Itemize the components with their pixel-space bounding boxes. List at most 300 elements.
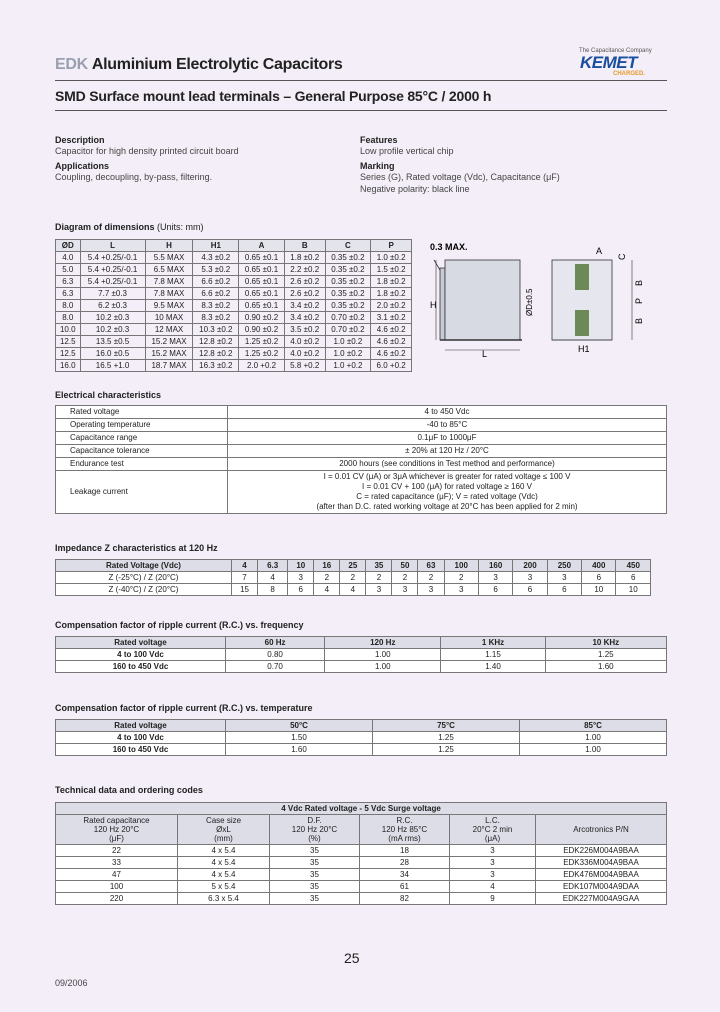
dim-header-cell: L — [80, 240, 145, 252]
diagram-label-l: L — [482, 349, 488, 358]
dim-cell: 4.0 — [56, 252, 81, 264]
rt-header: 85°C — [520, 720, 667, 732]
imp-row-label: Z (-40°C) / Z (20°C) — [56, 584, 232, 596]
dim-cell: 0.35 ±0.2 — [325, 276, 371, 288]
ec-value: ± 20% at 120 Hz / 20°C — [228, 445, 667, 458]
rf-row — [56, 649, 667, 661]
td-cell: EDK336M004A9BAA — [536, 857, 667, 869]
rf-header: 120 Hz — [325, 637, 441, 649]
marking-text-1: Series (G), Rated voltage (Vdc), Capacitance (μF) — [360, 172, 560, 182]
rt-cell: 1.25 — [373, 744, 520, 756]
dim-cell: 6.6 ±0.2 — [193, 276, 239, 288]
td-header-line: L.C. — [485, 816, 500, 825]
marking-heading: Marking — [360, 161, 395, 171]
imp-cell: 6 — [616, 572, 651, 584]
rf-header: 1 KHz — [441, 637, 545, 649]
rt-cell: 1.60 — [226, 744, 373, 756]
imp-header-label: Rated Voltage (Vdc) — [56, 560, 232, 572]
dim-cell: 6.0 +0.2 — [371, 360, 412, 372]
dim-cell: 1.0 ±0.2 — [325, 348, 371, 360]
footer-date: 09/2006 — [55, 978, 88, 988]
dim-cell: 0.65 ±0.1 — [239, 264, 285, 276]
imp-cell: 3 — [392, 584, 418, 596]
imp-cell: 2 — [444, 572, 478, 584]
imp-cell: 6 — [582, 572, 616, 584]
ec-value: -40 to 85°C — [228, 419, 667, 432]
td-header-line: (μA) — [484, 834, 501, 843]
td-header-line: Rated capacitance — [83, 816, 150, 825]
td-header-line: 120 Hz 20°C — [291, 825, 338, 834]
dim-row — [56, 324, 412, 336]
dim-cell: 2.0 +0.2 — [239, 360, 285, 372]
dim-cell: 10 MAX — [145, 312, 193, 324]
dim-cell: 5.5 MAX — [145, 252, 193, 264]
features-heading: Features — [360, 135, 398, 145]
dim-cell: 1.0 +0.2 — [325, 360, 371, 372]
dim-cell: 10.0 — [56, 324, 81, 336]
dim-cell: 1.5 ±0.2 — [371, 264, 412, 276]
dim-cell: 5.8 +0.2 — [284, 360, 325, 372]
rf-cell: 1.00 — [325, 649, 441, 661]
subtitle-rule — [55, 110, 667, 111]
imp-row-label: Z (-25°C) / Z (20°C) — [56, 572, 232, 584]
dim-cell: 4.6 ±0.2 — [371, 348, 412, 360]
dim-cell: 12.8 ±0.2 — [193, 336, 239, 348]
dim-cell: 12.5 — [56, 336, 81, 348]
rt-cell: 1.00 — [520, 744, 667, 756]
ec-row — [56, 419, 667, 432]
dim-cell: 8.3 ±0.2 — [193, 300, 239, 312]
imp-cell: 10 — [582, 584, 616, 596]
dim-cell: 18.7 MAX — [145, 360, 193, 372]
dim-cell: 3.4 ±0.2 — [284, 300, 325, 312]
td-header-cell — [56, 815, 178, 845]
td-header-line: (μF) — [109, 834, 124, 843]
dim-cell: 6.3 — [56, 288, 81, 300]
dim-header-cell: B — [284, 240, 325, 252]
dim-cell: 4.0 ±0.2 — [284, 336, 325, 348]
td-cell: 82 — [360, 893, 450, 905]
dim-cell: 4.6 ±0.2 — [371, 324, 412, 336]
imp-voltage: 10 — [288, 560, 314, 572]
rf-cell: 160 to 450 Vdc — [56, 661, 226, 673]
diagram-label-h: H — [430, 300, 437, 310]
td-header-cell — [450, 815, 536, 845]
rt-cell: 4 to 100 Vdc — [56, 732, 226, 744]
rf-cell: 1.40 — [441, 661, 545, 673]
applications-text: Coupling, decoupling, by-pass, filtering. — [55, 172, 213, 182]
dim-cell: 0.70 ±0.2 — [325, 324, 371, 336]
td-cell: 35 — [270, 881, 360, 893]
dim-cell: 15.2 MAX — [145, 336, 193, 348]
dim-row — [56, 264, 412, 276]
dim-cell: 3.1 ±0.2 — [371, 312, 412, 324]
td-cell: 33 — [56, 857, 178, 869]
td-cell: EDK107M004A9DAA — [536, 881, 667, 893]
dim-cell: 15.2 MAX — [145, 348, 193, 360]
title-text: Aluminium Electrolytic Capacitors — [91, 56, 343, 73]
imp-cell: 3 — [366, 584, 392, 596]
page-number: 25 — [344, 950, 360, 966]
td-header-line: R.C. — [396, 816, 413, 825]
td-header-cell — [536, 815, 667, 845]
diagram-label-b1: B — [634, 279, 644, 286]
imp-voltage: 16 — [314, 560, 340, 572]
imp-row — [56, 572, 651, 584]
dim-cell: 2.2 ±0.2 — [284, 264, 325, 276]
td-cell: 220 — [56, 893, 178, 905]
imp-voltage: 35 — [366, 560, 392, 572]
dim-cell: 4.0 ±0.2 — [284, 348, 325, 360]
td-header-line: (mA rms) — [388, 834, 421, 843]
imp-cell: 3 — [478, 572, 512, 584]
page-subtitle: SMD Surface mount lead terminals – General Purpose 85°C / 2000 h — [55, 88, 492, 104]
page-title — [55, 56, 343, 74]
ec-label: Operating temperature — [56, 419, 228, 432]
dim-cell: 0.65 ±0.1 — [239, 252, 285, 264]
technical-heading: Technical data and ordering codes — [55, 785, 203, 795]
td-cell: EDK476M004A9BAA — [536, 869, 667, 881]
td-cell: 35 — [270, 857, 360, 869]
dim-cell: 2.0 ±0.2 — [371, 300, 412, 312]
ec-leakage-value — [228, 471, 667, 514]
technical-band: 4 Vdc Rated voltage - 5 Vdc Surge voltage — [56, 803, 667, 815]
td-cell: 18 — [360, 845, 450, 857]
imp-voltage: 250 — [547, 560, 581, 572]
td-header-line: 20°C 2 min — [472, 825, 513, 834]
td-header-line: 120 Hz 20°C — [93, 825, 140, 834]
leakage-line: C = rated capacitance (μF); V = rated voltage (Vdc) — [356, 492, 538, 501]
dim-cell: 9.5 MAX — [145, 300, 193, 312]
dim-cell: 3.4 ±0.2 — [284, 312, 325, 324]
td-cell: 9 — [450, 893, 536, 905]
dim-cell: 0.70 ±0.2 — [325, 312, 371, 324]
imp-voltage: 63 — [418, 560, 444, 572]
dim-row — [56, 288, 412, 300]
td-header-line: Arcotronics P/N — [573, 825, 629, 834]
dim-cell: 0.90 ±0.2 — [239, 312, 285, 324]
rt-row — [56, 732, 667, 744]
dim-cell: 6.3 — [56, 276, 81, 288]
td-row — [56, 857, 667, 869]
td-cell: 47 — [56, 869, 178, 881]
td-header-cell — [360, 815, 450, 845]
td-header-cell — [270, 815, 360, 845]
dim-cell: 12.5 — [56, 348, 81, 360]
rf-cell: 1.00 — [325, 661, 441, 673]
rf-cell: 0.70 — [226, 661, 325, 673]
impedance-table — [55, 559, 651, 596]
imp-cell: 15 — [232, 584, 258, 596]
imp-cell: 7 — [232, 572, 258, 584]
dim-header-cell: H1 — [193, 240, 239, 252]
applications-heading: Applications — [55, 161, 110, 171]
leakage-line: I = 0.01 CV (μA) or 3μA whichever is greater for rated voltage ≤ 100 V — [323, 472, 571, 481]
dim-cell: 12 MAX — [145, 324, 193, 336]
td-cell: 5 x 5.4 — [178, 881, 270, 893]
diagram-label-p: P — [634, 297, 644, 304]
dim-cell: 1.0 ±0.2 — [371, 252, 412, 264]
dim-cell: 7.8 MAX — [145, 288, 193, 300]
dim-row — [56, 336, 412, 348]
description-heading: Description — [55, 135, 105, 145]
dim-cell: 7.7 ±0.3 — [80, 288, 145, 300]
td-cell: 35 — [270, 869, 360, 881]
dim-cell: 8.0 — [56, 312, 81, 324]
dimensions-table — [55, 239, 412, 372]
imp-cell: 3 — [288, 572, 314, 584]
imp-voltage: 25 — [340, 560, 366, 572]
ec-leakage-label: Leakage current — [56, 471, 228, 514]
td-header-cell — [178, 815, 270, 845]
td-cell: 100 — [56, 881, 178, 893]
dim-cell: 3.5 ±0.2 — [284, 324, 325, 336]
dim-header-cell: A — [239, 240, 285, 252]
rf-header: Rated voltage — [56, 637, 226, 649]
marking-text-2: Negative polarity: black line — [360, 184, 470, 194]
td-cell: 4 x 5.4 — [178, 869, 270, 881]
rt-row — [56, 744, 667, 756]
header-rule — [55, 80, 667, 81]
ec-value: 2000 hours (see conditions in Test method and performance) — [228, 458, 667, 471]
td-cell: 35 — [270, 893, 360, 905]
dim-cell: 8.0 — [56, 300, 81, 312]
ec-row — [56, 432, 667, 445]
imp-cell: 2 — [314, 572, 340, 584]
logo-tagline: The Capacitance Company — [579, 48, 652, 54]
td-cell: 3 — [450, 869, 536, 881]
imp-cell: 6 — [513, 584, 547, 596]
td-cell: 6.3 x 5.4 — [178, 893, 270, 905]
dim-cell: 5.4 +0.25/-0.1 — [80, 252, 145, 264]
rt-cell: 160 to 450 Vdc — [56, 744, 226, 756]
dimensions-title: Diagram of dimensions — [55, 222, 155, 232]
dim-cell: 5.3 ±0.2 — [193, 264, 239, 276]
dim-cell: 12.8 ±0.2 — [193, 348, 239, 360]
dim-cell: 1.8 ±0.2 — [371, 276, 412, 288]
dim-header-cell: C — [325, 240, 371, 252]
diagram-label-diameter: ØD±0.5 — [525, 288, 534, 316]
ripple-freq-heading: Compensation factor of ripple current (R.C.) vs. frequency — [55, 620, 304, 630]
dim-cell: 4.6 ±0.2 — [371, 336, 412, 348]
diagram-label-b2: B — [634, 317, 644, 324]
dim-cell: 5.4 +0.25/-0.1 — [80, 276, 145, 288]
td-cell: 34 — [360, 869, 450, 881]
series-code: EDK — [55, 56, 88, 73]
td-cell: 61 — [360, 881, 450, 893]
dim-cell: 6.2 ±0.3 — [80, 300, 145, 312]
ec-label: Capacitance range — [56, 432, 228, 445]
electrical-table — [55, 405, 667, 514]
ec-value: 4 to 450 Vdc — [228, 406, 667, 419]
dim-cell: 0.65 ±0.1 — [239, 276, 285, 288]
dim-cell: 13.5 ±0.5 — [80, 336, 145, 348]
leakage-line: (after than D.C. rated working voltage at 20°C has been applied for 2 min) — [316, 502, 578, 511]
ec-leakage-row — [56, 471, 667, 514]
imp-cell: 4 — [314, 584, 340, 596]
td-cell: 3 — [450, 845, 536, 857]
ec-row — [56, 445, 667, 458]
impedance-heading: Impedance Z characteristics at 120 Hz — [55, 543, 218, 553]
dim-cell: 10.2 ±0.3 — [80, 324, 145, 336]
td-header-line: (%) — [308, 834, 321, 843]
dim-cell: 16.0 ±0.5 — [80, 348, 145, 360]
imp-cell: 2 — [340, 572, 366, 584]
dimensions-units: (Units: mm) — [157, 222, 204, 232]
diagram-label-c: C — [617, 253, 627, 260]
imp-cell: 3 — [418, 584, 444, 596]
rf-row — [56, 661, 667, 673]
imp-cell: 3 — [513, 572, 547, 584]
rt-header: Rated voltage — [56, 720, 226, 732]
dimension-diagram — [420, 238, 660, 358]
td-cell: 4 — [450, 881, 536, 893]
td-row — [56, 869, 667, 881]
ec-label: Capacitance tolerance — [56, 445, 228, 458]
dim-cell: 16.5 +1.0 — [80, 360, 145, 372]
dimensions-heading — [55, 222, 204, 232]
imp-voltage: 50 — [392, 560, 418, 572]
dim-cell: 0.90 ±0.2 — [239, 324, 285, 336]
imp-cell: 6 — [288, 584, 314, 596]
dim-header-cell: ØD — [56, 240, 81, 252]
technical-table — [55, 802, 667, 905]
rt-cell: 1.50 — [226, 732, 373, 744]
logo-sub: CHARGED. — [613, 71, 646, 77]
dim-cell: 0.65 ±0.1 — [239, 288, 285, 300]
imp-cell: 6 — [547, 584, 581, 596]
dim-cell: 0.35 ±0.2 — [325, 252, 371, 264]
imp-cell: 3 — [444, 584, 478, 596]
dim-cell: 5.4 +0.25/-0.1 — [80, 264, 145, 276]
dim-cell: 16.0 — [56, 360, 81, 372]
rt-cell: 1.25 — [373, 732, 520, 744]
dim-cell: 1.25 ±0.2 — [239, 336, 285, 348]
dim-cell: 6.5 MAX — [145, 264, 193, 276]
leakage-line: I = 0.01 CV + 100 (μA) for rated voltage ≥ 160 V — [362, 482, 532, 491]
rt-header: 50°C — [226, 720, 373, 732]
dim-row — [56, 348, 412, 360]
rf-cell: 1.15 — [441, 649, 545, 661]
kemet-logo: KEMET — [580, 53, 637, 72]
features-text: Low profile vertical chip — [360, 146, 454, 156]
imp-voltage: 200 — [513, 560, 547, 572]
td-header-line: 120 Hz 85°C — [381, 825, 428, 834]
td-cell: 4 x 5.4 — [178, 857, 270, 869]
td-header-line: (mm) — [214, 834, 233, 843]
td-cell: 35 — [270, 845, 360, 857]
dim-row — [56, 360, 412, 372]
dim-cell: 1.8 ±0.2 — [371, 288, 412, 300]
imp-cell: 2 — [418, 572, 444, 584]
dim-cell: 0.35 ±0.2 — [325, 300, 371, 312]
imp-voltage: 100 — [444, 560, 478, 572]
dim-cell: 10.2 ±0.3 — [80, 312, 145, 324]
dim-cell: 1.0 ±0.2 — [325, 336, 371, 348]
imp-cell: 6 — [478, 584, 512, 596]
td-row — [56, 893, 667, 905]
ripple-temp-heading: Compensation factor of ripple current (R.C.) vs. temperature — [55, 703, 313, 713]
dim-cell: 5.0 — [56, 264, 81, 276]
ec-row — [56, 406, 667, 419]
dim-cell: 0.65 ±0.1 — [239, 300, 285, 312]
rt-cell: 1.00 — [520, 732, 667, 744]
dim-cell: 1.25 ±0.2 — [239, 348, 285, 360]
imp-voltage: 6.3 — [258, 560, 288, 572]
ec-label: Rated voltage — [56, 406, 228, 419]
rt-header: 75°C — [373, 720, 520, 732]
rf-header: 10 KHz — [545, 637, 666, 649]
td-cell: EDK227M004A9GAA — [536, 893, 667, 905]
dim-cell: 4.3 ±0.2 — [193, 252, 239, 264]
td-cell: 4 x 5.4 — [178, 845, 270, 857]
dim-row — [56, 252, 412, 264]
dim-row — [56, 276, 412, 288]
imp-cell: 2 — [392, 572, 418, 584]
dim-cell: 6.6 ±0.2 — [193, 288, 239, 300]
dim-header-cell: P — [371, 240, 412, 252]
diagram-label-a: A — [596, 246, 603, 256]
dim-cell: 7.8 MAX — [145, 276, 193, 288]
td-row — [56, 881, 667, 893]
imp-cell: 10 — [616, 584, 651, 596]
imp-row — [56, 584, 651, 596]
dim-cell: 8.3 ±0.2 — [193, 312, 239, 324]
td-cell: EDK226M004A9BAA — [536, 845, 667, 857]
td-cell: 28 — [360, 857, 450, 869]
description-text: Capacitor for high density printed circuit board — [55, 146, 239, 156]
td-row — [56, 845, 667, 857]
dim-row — [56, 300, 412, 312]
ec-label: Endurance test — [56, 458, 228, 471]
dim-row — [56, 312, 412, 324]
dim-cell: 10.3 ±0.2 — [193, 324, 239, 336]
rf-cell: 1.60 — [545, 661, 666, 673]
rf-header: 60 Hz — [226, 637, 325, 649]
td-header-line: ØxL — [216, 825, 231, 834]
rf-cell: 1.25 — [545, 649, 666, 661]
imp-voltage: 4 — [232, 560, 258, 572]
rf-cell: 4 to 100 Vdc — [56, 649, 226, 661]
dim-cell: 2.6 ±0.2 — [284, 288, 325, 300]
diagram-label-h1: H1 — [578, 344, 590, 354]
imp-cell: 2 — [366, 572, 392, 584]
diagram-max-label: 0.3 MAX. — [430, 242, 468, 252]
dim-cell: 0.35 ±0.2 — [325, 264, 371, 276]
rf-cell: 0.80 — [226, 649, 325, 661]
td-header-line: Case size — [205, 816, 242, 825]
imp-voltage: 400 — [582, 560, 616, 572]
electrical-heading: Electrical characteristics — [55, 390, 162, 400]
td-cell: 3 — [450, 857, 536, 869]
imp-cell: 4 — [258, 572, 288, 584]
dim-cell: 1.8 ±0.2 — [284, 252, 325, 264]
imp-cell: 8 — [258, 584, 288, 596]
dim-cell: 2.6 ±0.2 — [284, 276, 325, 288]
ec-value: 0.1μF to 1000μF — [228, 432, 667, 445]
ec-row — [56, 458, 667, 471]
td-header-line: D.F. — [307, 816, 322, 825]
ripple-temp-table — [55, 719, 667, 756]
ripple-freq-table — [55, 636, 667, 673]
td-cell: 22 — [56, 845, 178, 857]
dim-cell: 0.35 ±0.2 — [325, 288, 371, 300]
imp-voltage: 160 — [478, 560, 512, 572]
imp-cell: 4 — [340, 584, 366, 596]
imp-voltage: 450 — [616, 560, 651, 572]
dim-header-cell: H — [145, 240, 193, 252]
dim-cell: 16.3 ±0.2 — [193, 360, 239, 372]
